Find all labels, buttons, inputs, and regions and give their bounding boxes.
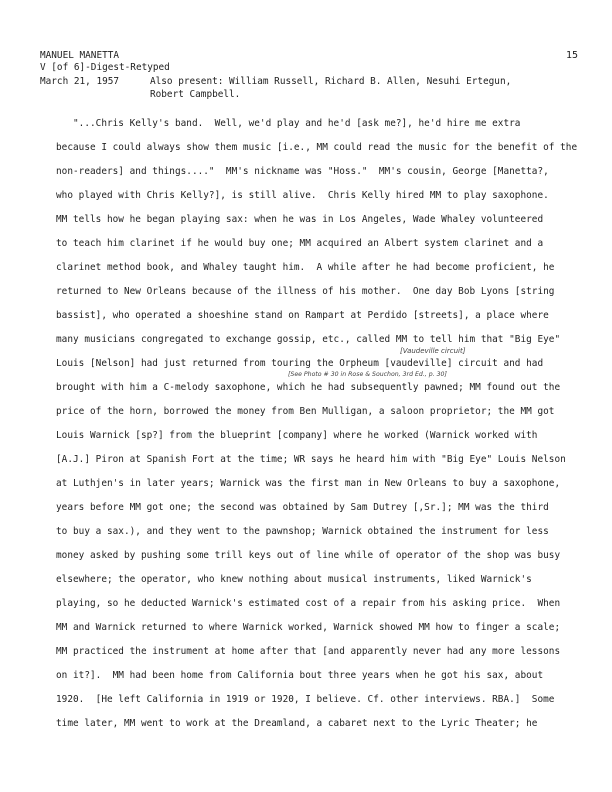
body-line: many musicians congregated to exchange gossip, etc., called MM to tell him that "Big Eye": [56, 334, 561, 345]
handwritten-note-vaudeville: [Vaudeville circuit]: [400, 347, 466, 355]
body-line: returned to New Orleans because of the illness of his mother. One day Bob Lyons [string: [56, 286, 555, 297]
present-line-1: Also present: William Russell, Richard B. Allen, Nesuhi Ertegun,: [150, 76, 512, 87]
body-line: MM practiced the instrument at home after that [and apparently never had any more lessons: [56, 646, 561, 657]
body-line: to teach him clarinet if he would buy one; MM acquired an Albert system clarinet and a: [56, 238, 544, 249]
body-line: at Luthjen's in later years; Warnick was the first man in New Orleans to buy a saxophone,: [56, 478, 561, 489]
body-line: elsewhere; the operator, who knew nothing about musical instruments, liked Warnick's: [56, 574, 532, 585]
body-line: because I could always show them music [i.e., MM could read the music for the benefit of the: [56, 142, 578, 153]
body-line: "...Chris Kelly's band. Well, we'd play and he'd [ask me?], he'd hire me extra: [56, 118, 521, 129]
body-line: bassist], who operated a shoeshine stand on Rampart at Perdido [streets], a place where: [56, 310, 549, 321]
body-line: brought with him a C-melody saxophone, which he had subsequently pawned; MM found out the: [56, 382, 561, 393]
body-line: money asked by pushing some trill keys out of line while of operator of the shop was busy: [56, 550, 561, 561]
handwritten-note-photo-reference: [See Photo # 30 in Rose & Souchon, 3rd Ed., p. 30]: [288, 371, 447, 378]
body-line: time later, MM went to work at the Dreamland, a cabaret next to the Lyric Theater; he: [56, 718, 538, 729]
body-line: to buy a sax.), and they went to the pawnshop; Warnick obtained the instrument for less: [56, 526, 549, 537]
body-line: years before MM got one; the second was obtained by Sam Dutrey [,Sr.]; MM was the third: [56, 502, 549, 513]
body-line: on it?]. MM had been home from California bout three years when he got his sax, about: [56, 670, 544, 681]
body-line: price of the horn, borrowed the money from Ben Mulligan, a saloon proprietor; the MM got: [56, 406, 555, 417]
interview-date: March 21, 1957: [40, 76, 120, 87]
interviewee-name: MANUEL MANETTA: [40, 50, 120, 61]
body-line: MM and Warnick returned to where Warnick worked, Warnick showed MM how to finger a scale;: [56, 622, 561, 633]
body-line: Louis [Nelson] had just returned from touring the Orpheum [vaudeville] circuit and had: [56, 358, 544, 369]
body-line: playing, so he deducted Warnick's estimated cost of a repair from his asking price. When: [56, 598, 561, 609]
body-line: Louis Warnick [sp?] from the blueprint [company] where he worked (Warnick worked with: [56, 430, 538, 441]
reel-label: V [of 6]-Digest-Retyped: [40, 62, 170, 73]
body-line: who played with Chris Kelly?], is still alive. Chris Kelly hired MM to play saxophone.: [56, 190, 549, 201]
present-line-2: Robert Campbell.: [150, 89, 241, 100]
body-line: 1920. [He left California in 1919 or 1920, I believe. Cf. other interviews. RBA.] Some: [56, 694, 555, 705]
body-line: non-readers] and things...." MM's nickname was "Hoss." MM's cousin, George [Manetta?,: [56, 166, 549, 177]
body-line: [A.J.] Piron at Spanish Fort at the time; WR says he heard him with "Big Eye" Louis Nelson: [56, 454, 566, 465]
body-line: MM tells how he began playing sax: when he was in Los Angeles, Wade Whaley volunteered: [56, 214, 544, 225]
page-number: 15: [566, 50, 579, 61]
body-line: clarinet method book, and Whaley taught him. A while after he had become proficient, he: [56, 262, 555, 273]
